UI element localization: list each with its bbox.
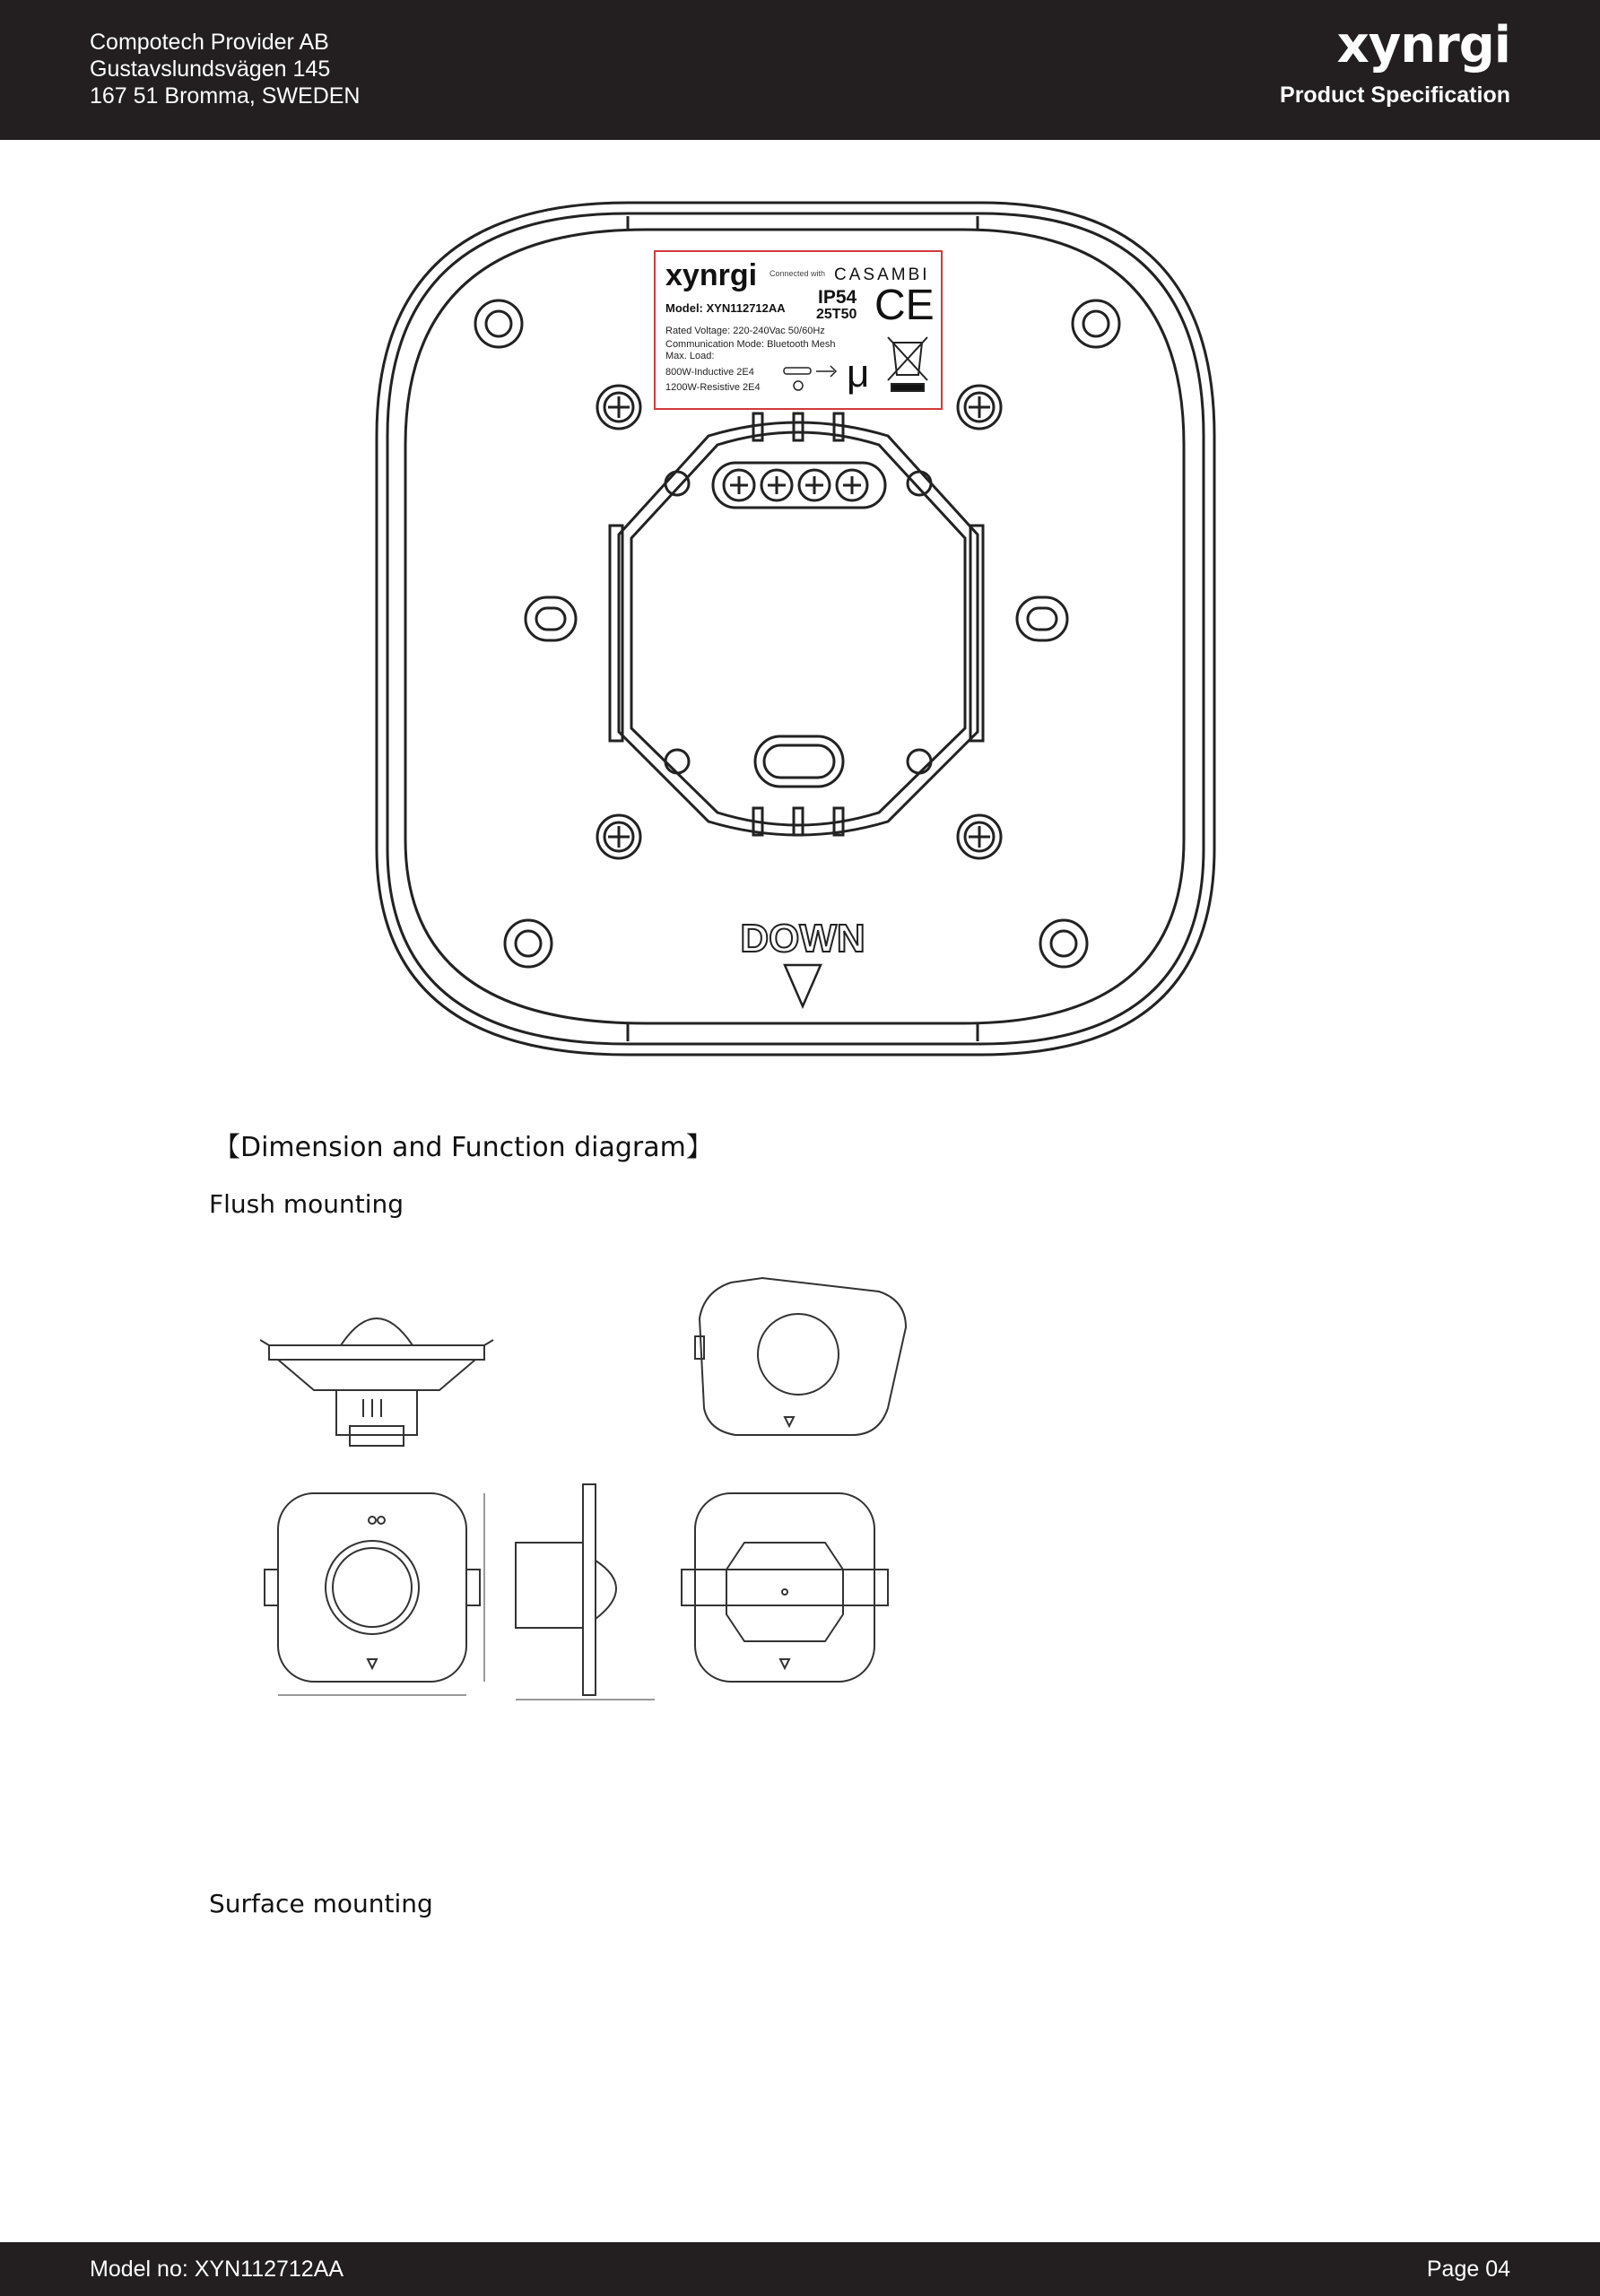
page-footer — [0, 2242, 1600, 2296]
side-slots — [526, 597, 1067, 640]
label-logo: xynrgi — [665, 258, 758, 292]
city-address: 167 51 Bromma, SWEDEN — [90, 83, 361, 109]
flush-mounting-heading: Flush mounting — [209, 1189, 404, 1219]
central-module — [610, 413, 983, 835]
label-maxload: Max. Load: — [665, 351, 715, 361]
label-voltage: Rated Voltage: 220-240Vac 50/60Hz — [665, 326, 825, 336]
ce-mark-icon: CE — [874, 282, 935, 329]
footer-model-number: Model no: XYN112712AA — [90, 2257, 344, 2282]
label-ip: IP54 — [818, 287, 857, 308]
perspective-view — [695, 1278, 906, 1435]
label-temp: 25T50 — [816, 307, 857, 322]
micro-gap-icon: μ — [847, 352, 870, 396]
company-address — [90, 29, 361, 109]
surface-mounting-heading: Surface mounting — [209, 1889, 433, 1918]
side-view-section — [516, 1484, 655, 1700]
label-model: Model: XYN112712AA — [665, 301, 786, 315]
down-marker-text: DOWN — [740, 917, 865, 961]
label-inductive: 800W-Inductive 2E4 — [665, 367, 754, 378]
label-casambi: CASAMBI — [834, 265, 930, 284]
side-view-top — [260, 1318, 493, 1446]
page-number: Page 04 — [1426, 2257, 1510, 2282]
company-name: Compotech Provider AB — [90, 30, 329, 55]
page-header — [0, 0, 1600, 140]
label-connected: Connected with — [770, 269, 826, 278]
rear-view — [682, 1493, 888, 1682]
device-rear-view-drawing — [0, 140, 1600, 1216]
label-resistive: 1200W-Resistive 2E4 — [665, 382, 761, 393]
product-label — [655, 251, 942, 409]
brand-logo: xynrgi — [1336, 16, 1510, 74]
flush-mounting-drawings — [260, 1274, 942, 1704]
street-address: Gustavslundsvägen 145 — [90, 57, 331, 82]
section-title: 【Dimension and Function diagram】 — [213, 1132, 713, 1163]
label-comm: Communication Mode: Bluetooth Mesh — [665, 339, 836, 350]
front-view — [265, 1493, 484, 1695]
document-type: Product Specification — [1280, 83, 1510, 108]
down-arrow-icon — [785, 965, 821, 1006]
